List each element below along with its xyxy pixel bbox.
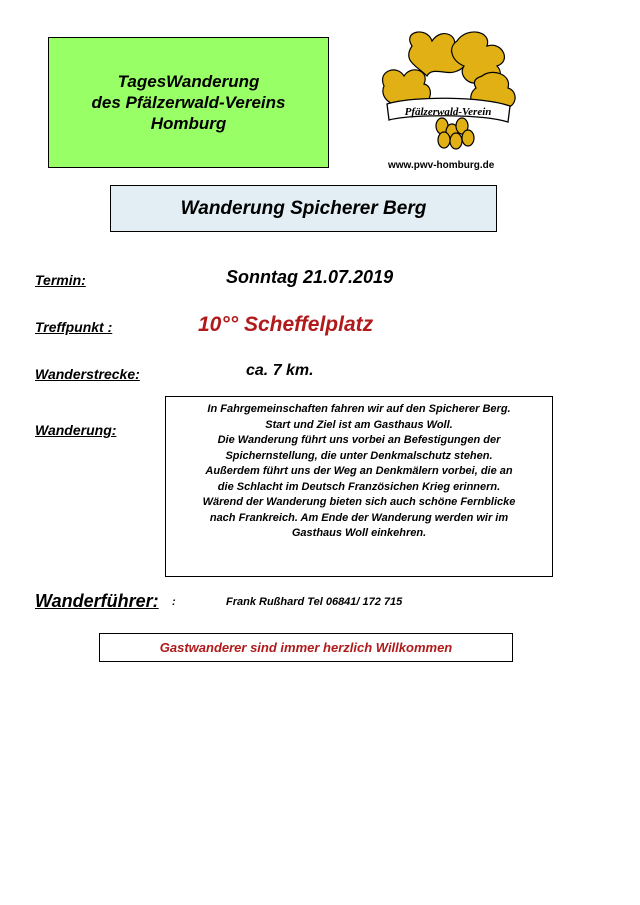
page-title: Wanderung Spicherer Berg bbox=[180, 197, 427, 219]
wanderfuehrer-value: Frank Rußhard Tel 06841/ 172 715 bbox=[226, 596, 403, 608]
treffpunkt-label: Treffpunkt : bbox=[35, 319, 113, 335]
footer-box bbox=[99, 633, 513, 662]
description-line: Außerdem führt uns der Weg an Denkmälern vorbei, die an bbox=[205, 465, 513, 477]
header-line-3: Homburg bbox=[150, 114, 227, 133]
svg-text:Pfälzerwald-Verein: Pfälzerwald-Verein bbox=[404, 106, 492, 118]
wanderstrecke-value: ca. 7 km. bbox=[246, 362, 314, 379]
footer-text: Gastwanderer sind immer herzlich Willkommen bbox=[159, 640, 453, 655]
description-line: In Fahrgemeinschaften fahren wir auf den Spicherer Berg. bbox=[207, 403, 511, 415]
header-box bbox=[48, 37, 329, 168]
header-line-2: des Pfälzerwald-Vereins bbox=[91, 93, 286, 112]
termin-label: Termin: bbox=[35, 272, 86, 288]
website-link[interactable]: www.pwv-homburg.de bbox=[388, 160, 495, 171]
wanderfuehrer-colon: : bbox=[172, 596, 176, 608]
oak-leaf-logo bbox=[372, 26, 522, 156]
description-line: Spichernstellung, die unter Denkmalschutz stehen. bbox=[225, 449, 493, 462]
wanderstrecke-label: Wanderstrecke: bbox=[35, 366, 140, 382]
termin-value: Sonntag 21.07.2019 bbox=[226, 267, 394, 287]
description-line: Die Wanderung führt uns vorbei an Befestigungen der bbox=[217, 434, 501, 446]
header-line-1: TagesWanderung bbox=[117, 72, 260, 91]
wanderung-label: Wanderung: bbox=[35, 422, 117, 438]
description-box bbox=[165, 396, 553, 577]
description-line: die Schlacht im Deutsch Französichen Krieg erinnern. bbox=[217, 480, 501, 493]
treffpunkt-value: 10°° Scheffelplatz bbox=[198, 313, 374, 336]
title-box bbox=[110, 185, 497, 232]
description-line: Gasthaus Woll einkehren. bbox=[291, 527, 427, 539]
wanderfuehrer-label: Wanderführer: bbox=[35, 591, 159, 611]
description-line: nach Frankreich. Am Ende der Wanderung werden wir im bbox=[209, 511, 509, 524]
description-line: Start und Ziel ist am Gasthaus Woll. bbox=[265, 418, 453, 431]
description-line: Wärend der Wanderung bieten sich auch schöne Fernblicke bbox=[202, 496, 516, 508]
